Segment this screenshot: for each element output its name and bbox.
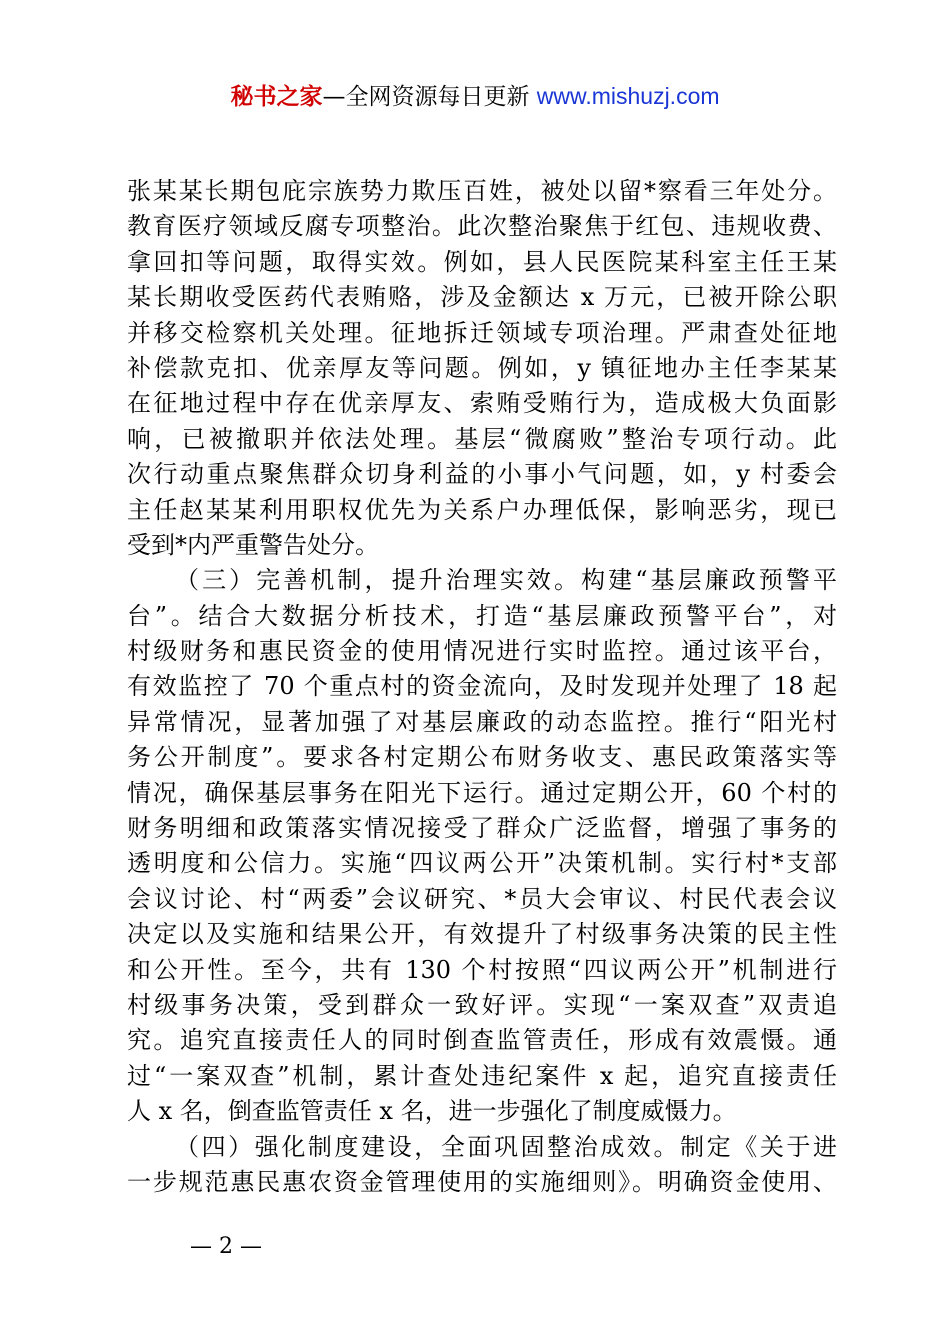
- text-line: 人 x 名，倒查监管责任 x 名，进一步强化了制度威慑力。: [127, 1097, 737, 1126]
- site-url: www.mishuzj.com: [536, 83, 720, 109]
- text-line: 村级事务决策，受到群众一致好评。实现“一案双查”双责追: [127, 990, 837, 1019]
- text-line: 异常情况，显著加强了对基层廉政的动态监控。推行“阳光村: [127, 707, 837, 736]
- text-line: 在征地过程中存在优亲厚友、索贿受贿行为，造成极大负面影: [127, 389, 837, 418]
- text-line: 教育医疗领域反腐专项整治。此次整治聚焦于红包、违规收费、: [127, 212, 837, 241]
- text-line: 张某某长期包庇宗族势力欺压百姓，被处以留*察看三年处分。: [127, 177, 837, 205]
- page-header: [0, 80, 950, 113]
- text-line: 决定以及实施和结果公开，有效提升了村级事务决策的民主性: [127, 920, 837, 949]
- text-line: 村级财务和惠民资金的使用情况进行实时监控。通过该平台，: [127, 637, 837, 666]
- text-line: 台”。结合大数据分析技术，打造“基层廉政预警平台”，对: [127, 601, 837, 630]
- text-line: 会议讨论、村“两委”会议研究、*员大会审议、村民代表会议: [127, 884, 837, 913]
- text-line: 财务明细和政策落实情况接受了群众广泛监督，增强了事务的: [127, 814, 837, 843]
- text-line: 过“一案双查”机制，累计查处违纪案件 x 起，追究直接责任: [127, 1061, 837, 1090]
- text-line: 响，已被撤职并依法处理。基层“微腐败”整治专项行动。此: [127, 424, 837, 453]
- text-line: 某长期收受医药代表贿赂，涉及金额达 x 万元，已被开除公职: [127, 283, 837, 312]
- text-line: 受到*内严重警告处分。: [127, 530, 379, 559]
- header-tagline: —全网资源每日更新: [322, 84, 537, 110]
- text-line: 有效监控了 70 个重点村的资金流向，及时发现并处理了 18 起: [127, 672, 837, 701]
- page-number: — 2 —: [190, 1234, 262, 1259]
- text-line: 究。追究直接责任人的同时倒查监管责任，形成有效震慑。通: [127, 1026, 837, 1055]
- brand-name: 秘书之家: [230, 84, 323, 110]
- document-body: [127, 174, 837, 1200]
- text-line: 次行动重点聚焦群众切身利益的小事小气问题，如，y 村委会: [127, 460, 837, 489]
- text-line: 务公开制度”。要求各村定期公布财务收支、惠民政策落实等: [127, 743, 837, 772]
- text-line: 补偿款克扣、优亲厚友等问题。例如，y 镇征地办主任李某某: [127, 353, 837, 382]
- section-heading-line: （四）强化制度建设，全面巩固整治成效。制定《关于进: [175, 1132, 837, 1161]
- text-line: 拿回扣等问题，取得实效。例如，县人民医院某科室主任王某: [127, 247, 837, 276]
- text-line: 和公开性。至今，共有 130 个村按照“四议两公开”机制进行: [127, 955, 837, 984]
- section-heading-line: （三）完善机制，提升治理实效。构建“基层廉政预警平: [175, 566, 837, 595]
- text-line: 情况，确保基层事务在阳光下运行。通过定期公开，60 个村的: [127, 778, 837, 807]
- text-line: 主任赵某某利用职权优先为关系户办理低保，影响恶劣，现已: [127, 495, 837, 524]
- text-line: 一步规范惠民惠农资金管理使用的实施细则》。明确资金使用、: [127, 1167, 837, 1196]
- text-line: 透明度和公信力。实施“四议两公开”决策机制。实行村*支部: [127, 849, 837, 878]
- text-line: 并移交检察机关处理。征地拆迁领域专项治理。严肃查处征地: [127, 318, 837, 347]
